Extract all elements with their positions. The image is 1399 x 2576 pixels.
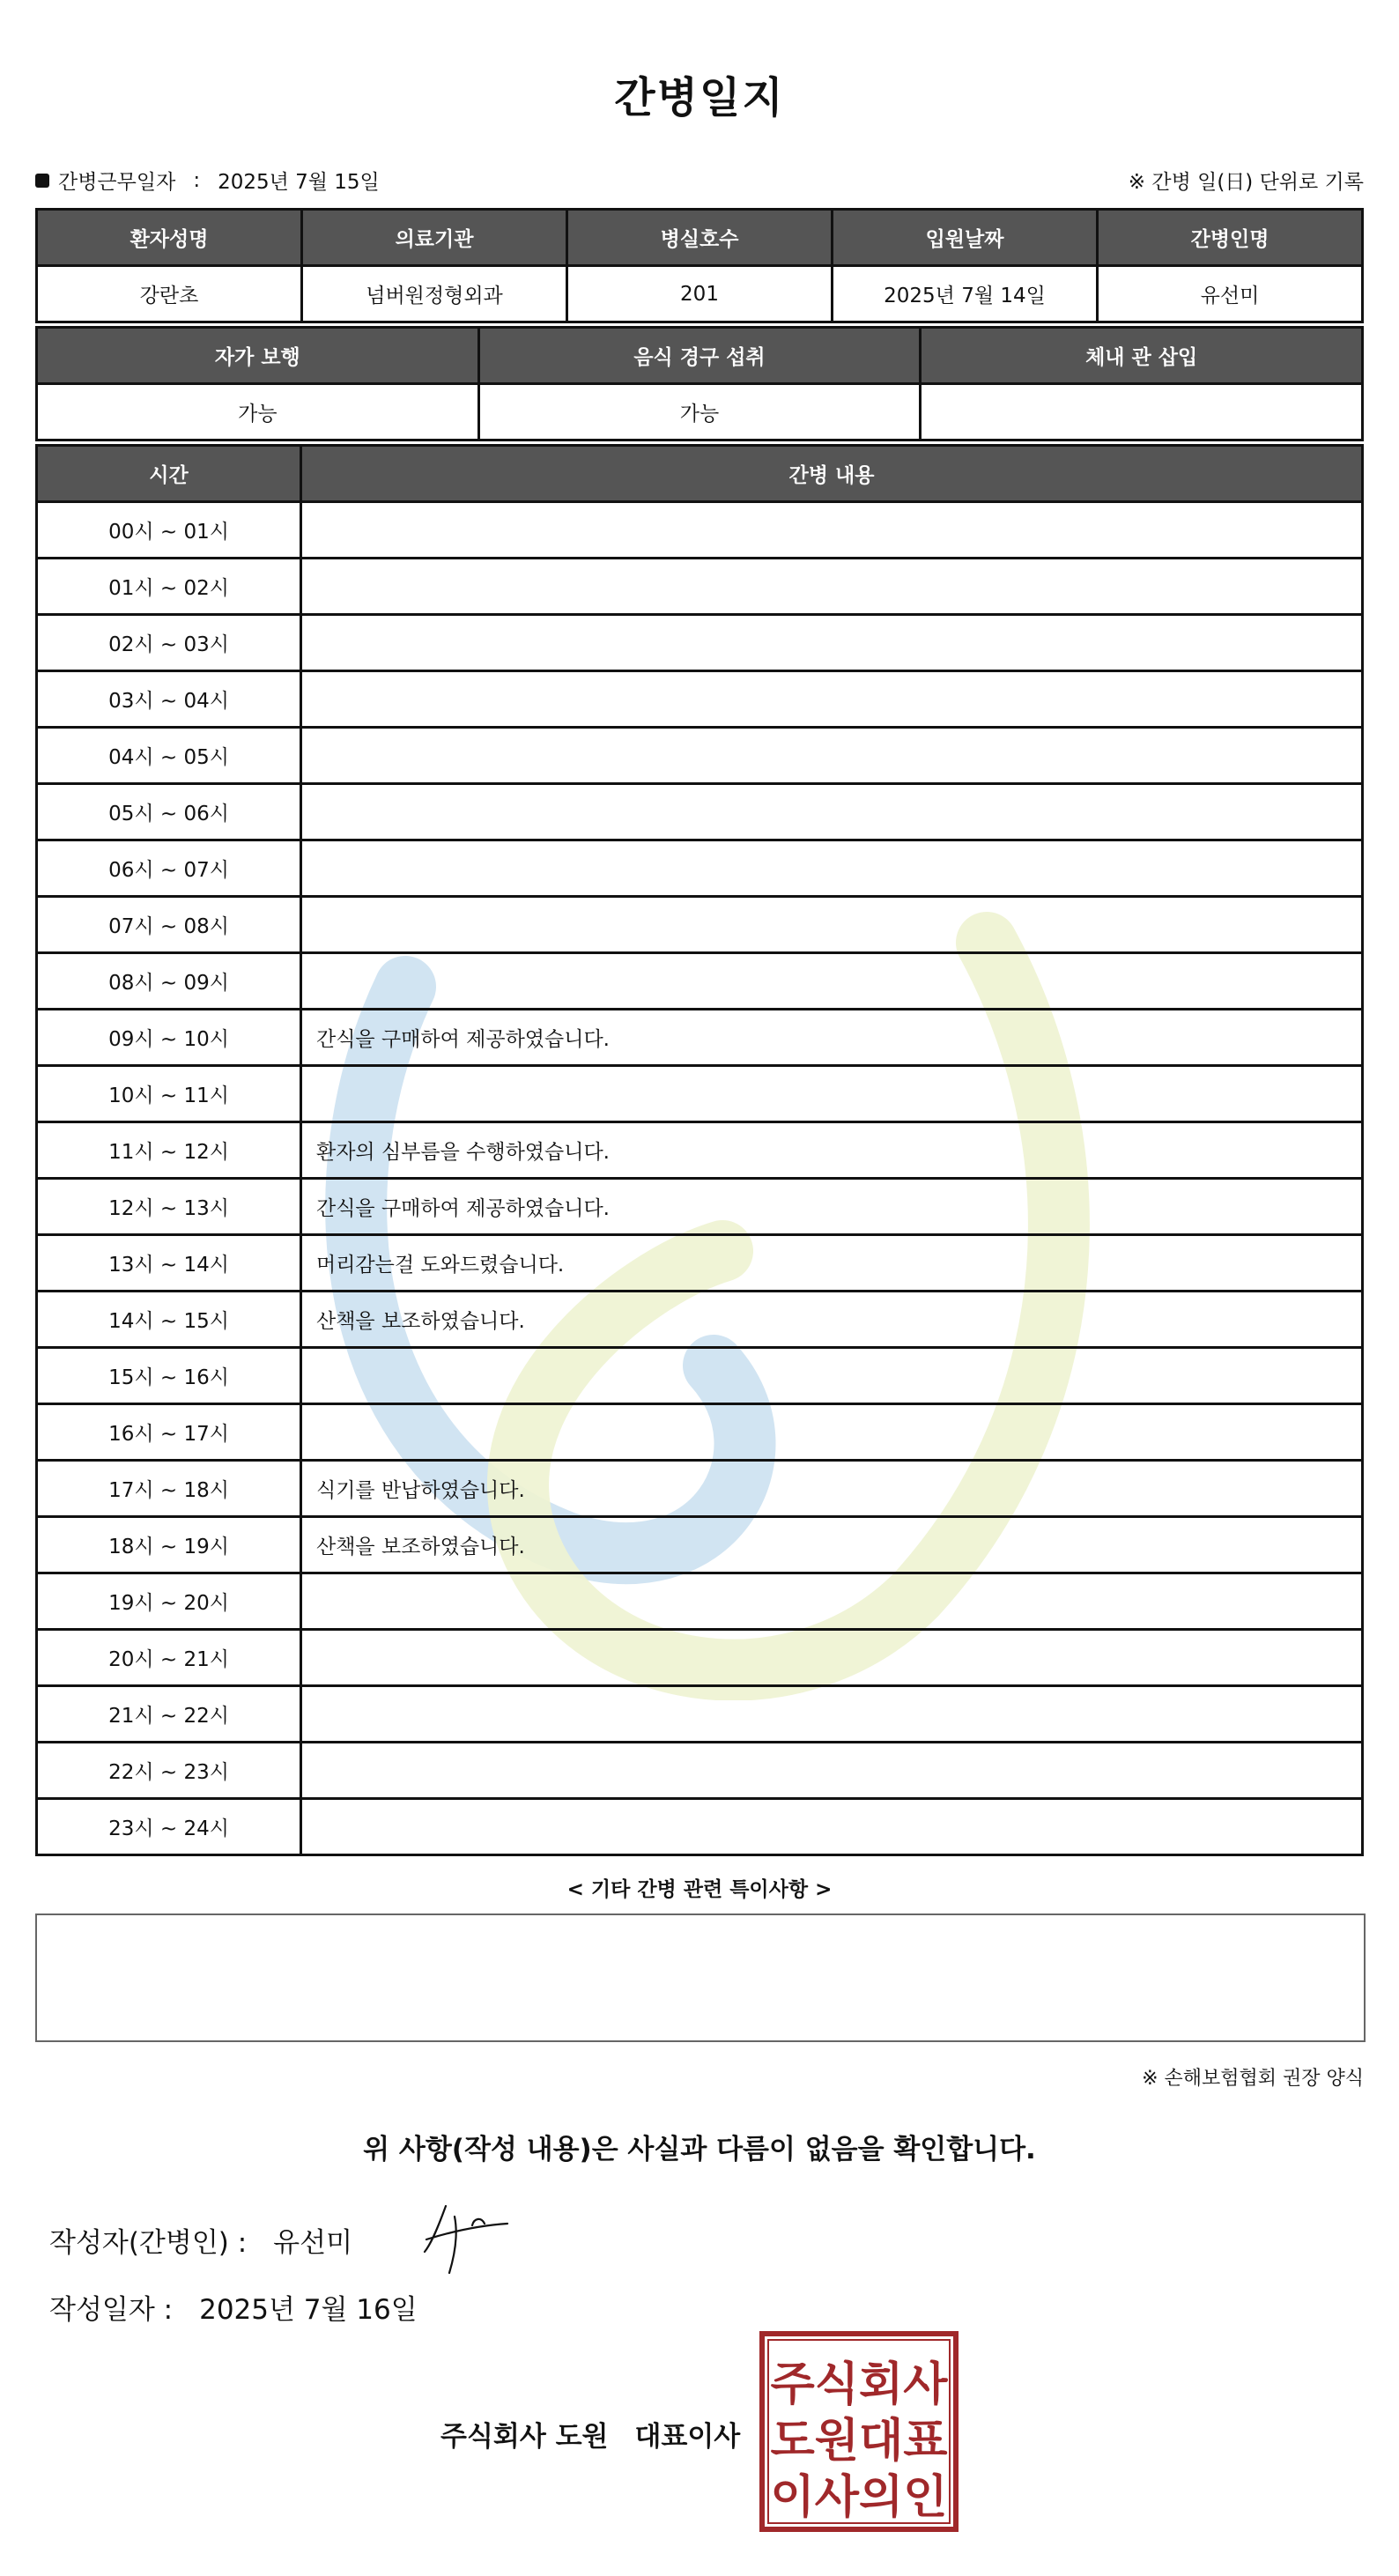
log-row xyxy=(37,840,1363,897)
written-date-row xyxy=(49,2287,418,2327)
header-admission-date: 입원날짜 xyxy=(833,210,1098,266)
remarks-title: < 기타 간병 관련 특이사항 > xyxy=(566,1878,833,1901)
log-content xyxy=(301,615,1363,671)
log-row xyxy=(37,1743,1363,1799)
unit-note: ※ 간병 일(日) 단위로 기록 xyxy=(1128,171,1364,194)
info-header-row xyxy=(37,210,1363,266)
writer-row xyxy=(49,2220,352,2260)
log-time: 04시 ~ 05시 xyxy=(37,728,301,784)
page-title: 간병일지 xyxy=(614,73,785,122)
log-row xyxy=(37,897,1363,953)
log-row xyxy=(37,953,1363,1010)
log-content: 식기를 반납하였습니다. xyxy=(301,1461,1363,1517)
log-time: 22시 ~ 23시 xyxy=(37,1743,301,1799)
log-content xyxy=(301,728,1363,784)
log-time: 18시 ~ 19시 xyxy=(37,1517,301,1573)
log-time: 23시 ~ 24시 xyxy=(37,1799,301,1855)
caregiver-name: 유선미 xyxy=(1098,266,1363,322)
log-time: 20시 ~ 21시 xyxy=(37,1630,301,1686)
form-source-note: ※ 손해보험협회 권장 양식 xyxy=(1142,2068,1364,2090)
log-time: 06시 ~ 07시 xyxy=(37,840,301,897)
log-content xyxy=(301,502,1363,559)
log-time: 02시 ~ 03시 xyxy=(37,615,301,671)
log-content xyxy=(301,1686,1363,1743)
log-row xyxy=(37,1404,1363,1461)
writer-name: 유선미 xyxy=(273,2227,353,2259)
log-content xyxy=(301,1404,1363,1461)
tube-value xyxy=(921,384,1363,440)
walking-value: 가능 xyxy=(37,384,479,440)
log-row xyxy=(37,1573,1363,1630)
log-content xyxy=(301,1066,1363,1122)
work-date-value: 2025년 7월 15일 xyxy=(218,171,380,194)
log-row xyxy=(37,559,1363,615)
room-number: 201 xyxy=(567,266,833,322)
log-row xyxy=(37,1010,1363,1066)
log-time: 08시 ~ 09시 xyxy=(37,953,301,1010)
log-row xyxy=(37,1799,1363,1855)
patient-status-table xyxy=(35,326,1364,441)
hospital-name: 넘버원정형외과 xyxy=(302,266,567,322)
log-time: 01시 ~ 02시 xyxy=(37,559,301,615)
log-time: 17시 ~ 18시 xyxy=(37,1461,301,1517)
patient-name: 강란초 xyxy=(37,266,302,322)
log-content xyxy=(301,840,1363,897)
log-time: 13시 ~ 14시 xyxy=(37,1235,301,1292)
log-time: 05시 ~ 06시 xyxy=(37,784,301,840)
log-time: 16시 ~ 17시 xyxy=(37,1404,301,1461)
log-time: 00시 ~ 01시 xyxy=(37,502,301,559)
log-row xyxy=(37,1461,1363,1517)
written-date-value: 2025년 7월 16일 xyxy=(199,2294,418,2326)
log-time: 11시 ~ 12시 xyxy=(37,1122,301,1179)
log-row xyxy=(37,728,1363,784)
log-time: 15시 ~ 16시 xyxy=(37,1348,301,1404)
log-content: 산책을 보조하였습니다. xyxy=(301,1517,1363,1573)
remarks-box xyxy=(35,1913,1366,2042)
log-time: 21시 ~ 22시 xyxy=(37,1686,301,1743)
log-row xyxy=(37,671,1363,728)
log-content xyxy=(301,671,1363,728)
log-row xyxy=(37,615,1363,671)
status-value-row xyxy=(37,384,1363,440)
log-time: 10시 ~ 11시 xyxy=(37,1066,301,1122)
log-time: 19시 ~ 20시 xyxy=(37,1573,301,1630)
ceo-title: 대표이사 xyxy=(634,2421,741,2453)
log-body xyxy=(37,502,1363,1855)
header-patient-name: 환자성명 xyxy=(37,210,302,266)
header-caregiver: 간병인명 xyxy=(1098,210,1363,266)
patient-info-table xyxy=(35,208,1364,323)
log-content xyxy=(301,1630,1363,1686)
log-row xyxy=(37,1066,1363,1122)
written-date-label: 작성일자 : xyxy=(49,2294,174,2326)
writer-label: 작성자(간병인) : xyxy=(49,2227,248,2259)
handwritten-signature xyxy=(419,2199,518,2275)
log-content: 간식을 구매하여 제공하였습니다. xyxy=(301,1010,1363,1066)
work-date xyxy=(35,166,380,195)
log-content xyxy=(301,897,1363,953)
seal-line-3: 이사의인 xyxy=(770,2471,948,2524)
oral-intake-value: 가능 xyxy=(478,384,921,440)
log-content xyxy=(301,559,1363,615)
log-time: 03시 ~ 04시 xyxy=(37,671,301,728)
log-content xyxy=(301,1573,1363,1630)
log-content xyxy=(301,784,1363,840)
company-seal xyxy=(759,2331,959,2532)
log-row xyxy=(37,1630,1363,1686)
log-content: 환자의 심부름을 수행하였습니다. xyxy=(301,1122,1363,1179)
log-content: 머리감는걸 도와드렸습니다. xyxy=(301,1235,1363,1292)
log-time: 12시 ~ 13시 xyxy=(37,1179,301,1235)
header-tube: 체내 관 삽입 xyxy=(921,328,1363,384)
log-row xyxy=(37,1292,1363,1348)
work-date-separator: : xyxy=(193,168,201,192)
log-row xyxy=(37,1686,1363,1743)
log-row xyxy=(37,1348,1363,1404)
admission-date: 2025년 7월 14일 xyxy=(833,266,1098,322)
header-oral-intake: 음식 경구 섭취 xyxy=(478,328,921,384)
hourly-log-table xyxy=(35,444,1364,1856)
status-header-row xyxy=(37,328,1363,384)
company-name: 주식회사 도원 xyxy=(440,2421,609,2453)
log-row xyxy=(37,1235,1363,1292)
seal-line-2: 도원대표 xyxy=(770,2415,948,2468)
log-row xyxy=(37,1517,1363,1573)
header-hospital: 의료기관 xyxy=(302,210,567,266)
seal-line-1: 주식회사 xyxy=(770,2358,948,2411)
log-content: 간식을 구매하여 제공하였습니다. xyxy=(301,1179,1363,1235)
log-time: 07시 ~ 08시 xyxy=(37,897,301,953)
work-date-label: 간병근무일자 xyxy=(58,171,176,194)
log-row xyxy=(37,784,1363,840)
log-content: 산책을 보조하였습니다. xyxy=(301,1292,1363,1348)
header-room: 병실호수 xyxy=(567,210,833,266)
confirmation-statement: 위 사항(작성 내용)은 사실과 다름이 없음을 확인합니다. xyxy=(363,2134,1036,2165)
log-content xyxy=(301,953,1363,1010)
log-content xyxy=(301,1799,1363,1855)
header-walking: 자가 보행 xyxy=(37,328,479,384)
log-row xyxy=(37,1179,1363,1235)
square-bullet-icon xyxy=(35,174,49,188)
log-time: 09시 ~ 10시 xyxy=(37,1010,301,1066)
header-content: 간병 내용 xyxy=(301,446,1363,502)
log-content xyxy=(301,1743,1363,1799)
log-time: 14시 ~ 15시 xyxy=(37,1292,301,1348)
info-value-row xyxy=(37,266,1363,322)
header-time: 시간 xyxy=(37,446,301,502)
company-signature-line xyxy=(440,2414,740,2454)
log-row xyxy=(37,1122,1363,1179)
log-content xyxy=(301,1348,1363,1404)
log-row xyxy=(37,502,1363,559)
log-header-row xyxy=(37,446,1363,502)
